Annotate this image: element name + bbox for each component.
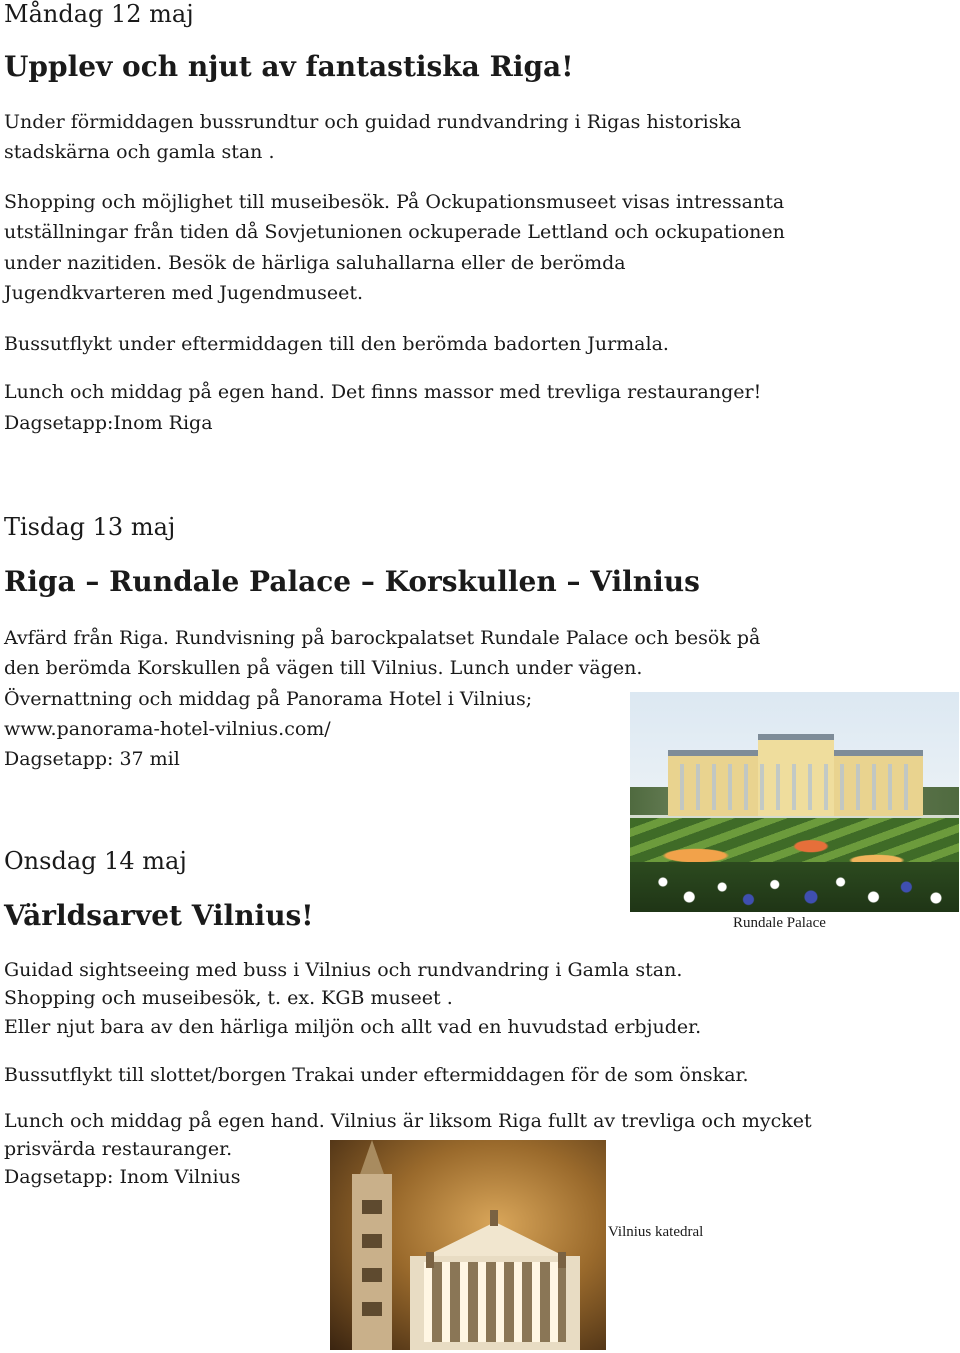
day3-line-2: Shopping och museibesök, t. ex. KGB museet .: [4, 987, 453, 1009]
day1-line-4: utställningar från tiden då Sovjetunionen ockuperade Lettland och ockupationen: [4, 221, 785, 243]
day2-title: Riga – Rundale Palace – Korskullen – Vilnius: [4, 565, 700, 598]
day1-line-5: under nazitiden. Besök de härliga saluhallarna eller de berömda: [4, 252, 626, 274]
day3-line-7: Dagsetapp: Inom Vilnius: [4, 1166, 241, 1188]
day3-title: Världsarvet Vilnius!: [4, 899, 314, 932]
day1-line-2: stadskärna och gamla stan .: [4, 141, 275, 163]
day1-line-8: Lunch och middag på egen hand. Det finns massor med trevliga restauranger!: [4, 381, 762, 403]
day1-line-7: Bussutflykt under eftermiddagen till den berömda badorten Jurmala.: [4, 333, 669, 355]
day1-date: Måndag 12 maj: [4, 0, 194, 28]
day3-line-3: Eller njut bara av den härliga miljön och allt vad en huvudstad erbjuder.: [4, 1016, 702, 1038]
day2-line-1: Avfärd från Riga. Rundvisning på barockpalatset Rundale Palace och besök på: [4, 627, 761, 649]
day1-line-9: Dagsetapp:Inom Riga: [4, 412, 213, 434]
day3-date: Onsdag 14 maj: [4, 847, 187, 875]
day3-line-5: Lunch och middag på egen hand. Vilnius är liksom Riga fullt av trevliga och mycket: [4, 1110, 812, 1132]
day3-line-1: Guidad sightseeing med buss i Vilnius och rundvandring i Gamla stan.: [4, 959, 683, 981]
day2-line-2: den berömda Korskullen på vägen till Vilnius. Lunch under vägen.: [4, 657, 643, 679]
day1-line-6: Jugendkvarteren med Jugendmuseet.: [4, 282, 364, 304]
day1-title: Upplev och njut av fantastiska Riga!: [4, 50, 574, 83]
day3-line-4: Bussutflykt till slottet/borgen Trakai under eftermiddagen för de som önskar.: [4, 1064, 749, 1086]
vilnius-cathedral-photo: [330, 1140, 606, 1350]
day1-line-1: Under förmiddagen bussrundtur och guidad rundvandring i Rigas historiska: [4, 111, 742, 133]
day2-line-3: Övernattning och middag på Panorama Hotel i Vilnius;: [4, 688, 533, 710]
day3-line-6: prisvärda restauranger.: [4, 1138, 233, 1160]
rundale-caption: Rundale Palace: [733, 915, 826, 931]
rundale-palace-photo: [630, 692, 959, 912]
vilnius-caption: Vilnius katedral: [608, 1224, 704, 1240]
day2-line-4: www.panorama-hotel-vilnius.com/: [4, 718, 331, 740]
day1-line-3: Shopping och möjlighet till museibesök. På Ockupationsmuseet visas intressanta: [4, 191, 785, 213]
day2-line-5: Dagsetapp: 37 mil: [4, 748, 180, 770]
day2-date: Tisdag 13 maj: [4, 513, 176, 541]
